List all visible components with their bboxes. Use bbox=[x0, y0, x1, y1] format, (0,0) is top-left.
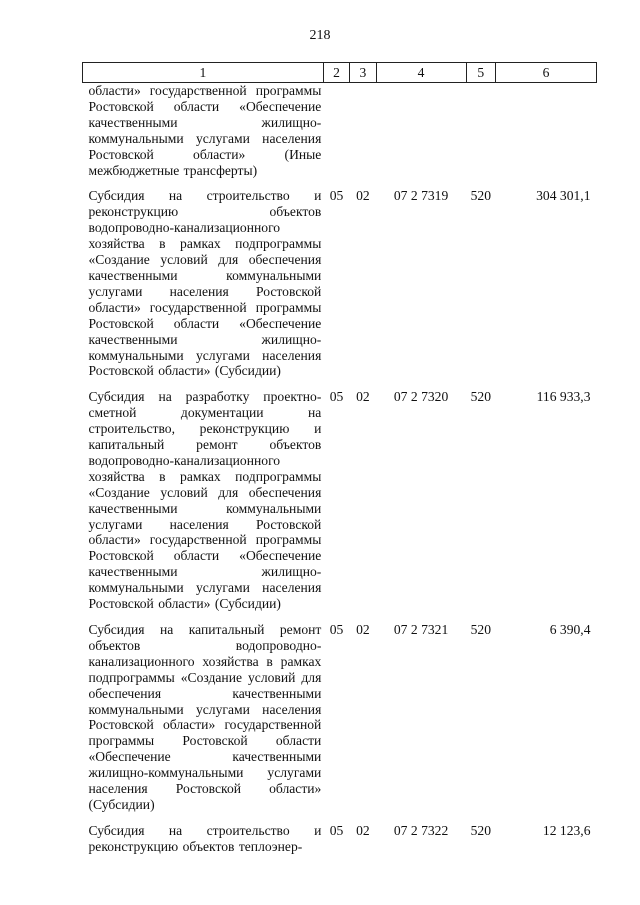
row-section-code: 05 bbox=[329, 188, 344, 204]
column-header-2: 2 bbox=[323, 63, 349, 83]
row-expense-type bbox=[466, 83, 496, 179]
column-header-4: 4 bbox=[376, 63, 466, 83]
row-description: области» государственной программы Ростовской области «Обеспечение качественными жилищно-коммунальными услугами населения Ростовской области» (Иные межбюджетные трансферты) bbox=[88, 83, 322, 178]
row-amount: 116 933,3 bbox=[536, 389, 591, 405]
row-subsection-code: 02 bbox=[356, 188, 370, 204]
table-row bbox=[83, 178, 597, 379]
row-amount: 6 390,4 bbox=[549, 622, 591, 637]
row-section-code: 05 bbox=[329, 622, 344, 637]
row-description: Субсидия на строительство и реконструкцию объектов водопроводно-канализационного хозяйства в рамках подпрограммы «Создание условий для обеспечения качественными коммунальными услугами населения Ростовской области» государственной программы Ростовской области «Обеспечение качественными жилищно-коммунальными услугами населения Ростовской области» (Субсидии) bbox=[88, 188, 322, 379]
row-target-code bbox=[376, 83, 466, 179]
row-expense-type: 520 bbox=[470, 188, 492, 204]
row-expense-type: 520 bbox=[470, 822, 492, 838]
row-expense-type: 520 bbox=[470, 622, 492, 637]
row-amount: 12 123,6 bbox=[542, 822, 591, 838]
row-subsection-code bbox=[350, 83, 376, 179]
row-target-code: 07 2 7322 bbox=[393, 822, 449, 838]
row-section-code: 05 bbox=[329, 389, 344, 405]
table-row bbox=[83, 379, 597, 612]
row-expense-type: 520 bbox=[470, 389, 492, 405]
row-section-code bbox=[323, 83, 349, 179]
column-header-1: 1 bbox=[83, 63, 324, 83]
row-subsection-code: 02 bbox=[356, 622, 370, 637]
page-number: 218 bbox=[309, 28, 331, 43]
row-target-code: 07 2 7321 bbox=[393, 622, 449, 637]
table-row bbox=[83, 813, 597, 855]
row-description: Субсидия на капитальный ремонт объектов водопроводно-канализационного хозяйства в рамках подпрограммы «Создание условий для обеспечения качественными коммунальными услугами населения Ростовской области» государственной программы Ростовской области «Обеспечение качественными жилищно-коммунальными услугами населения Ростовской области» (Субсидии) bbox=[88, 622, 322, 812]
row-target-code: 07 2 7319 bbox=[393, 188, 449, 204]
row-description: Субсидия на строительство и реконструкцию объектов теплоэнер- bbox=[88, 822, 322, 854]
row-amount bbox=[496, 83, 597, 179]
column-header-3: 3 bbox=[350, 63, 376, 83]
row-amount: 304 301,1 bbox=[536, 188, 591, 204]
row-target-code: 07 2 7320 bbox=[393, 389, 449, 405]
table-row bbox=[83, 83, 597, 179]
table-row bbox=[83, 612, 597, 813]
row-subsection-code: 02 bbox=[356, 389, 370, 405]
column-header-5: 5 bbox=[466, 63, 496, 83]
row-description: Субсидия на разработку проектно-сметной документации на строительство, реконструкцию и капитальный ремонт объектов водопроводно-канализационного хозяйства в рамках подпрограммы «Создание условий для обеспечения качественными коммунальными услугами населения Ростовской области» государственной программы Ростовской области «Обеспечение качественными жилищно-коммунальными услугами населения Ростовской области» (Субсидии) bbox=[88, 389, 322, 612]
row-subsection-code: 02 bbox=[356, 822, 370, 838]
budget-table bbox=[82, 62, 597, 855]
row-section-code: 05 bbox=[329, 822, 344, 838]
column-header-6: 6 bbox=[496, 63, 597, 83]
table-header-row bbox=[83, 63, 597, 83]
